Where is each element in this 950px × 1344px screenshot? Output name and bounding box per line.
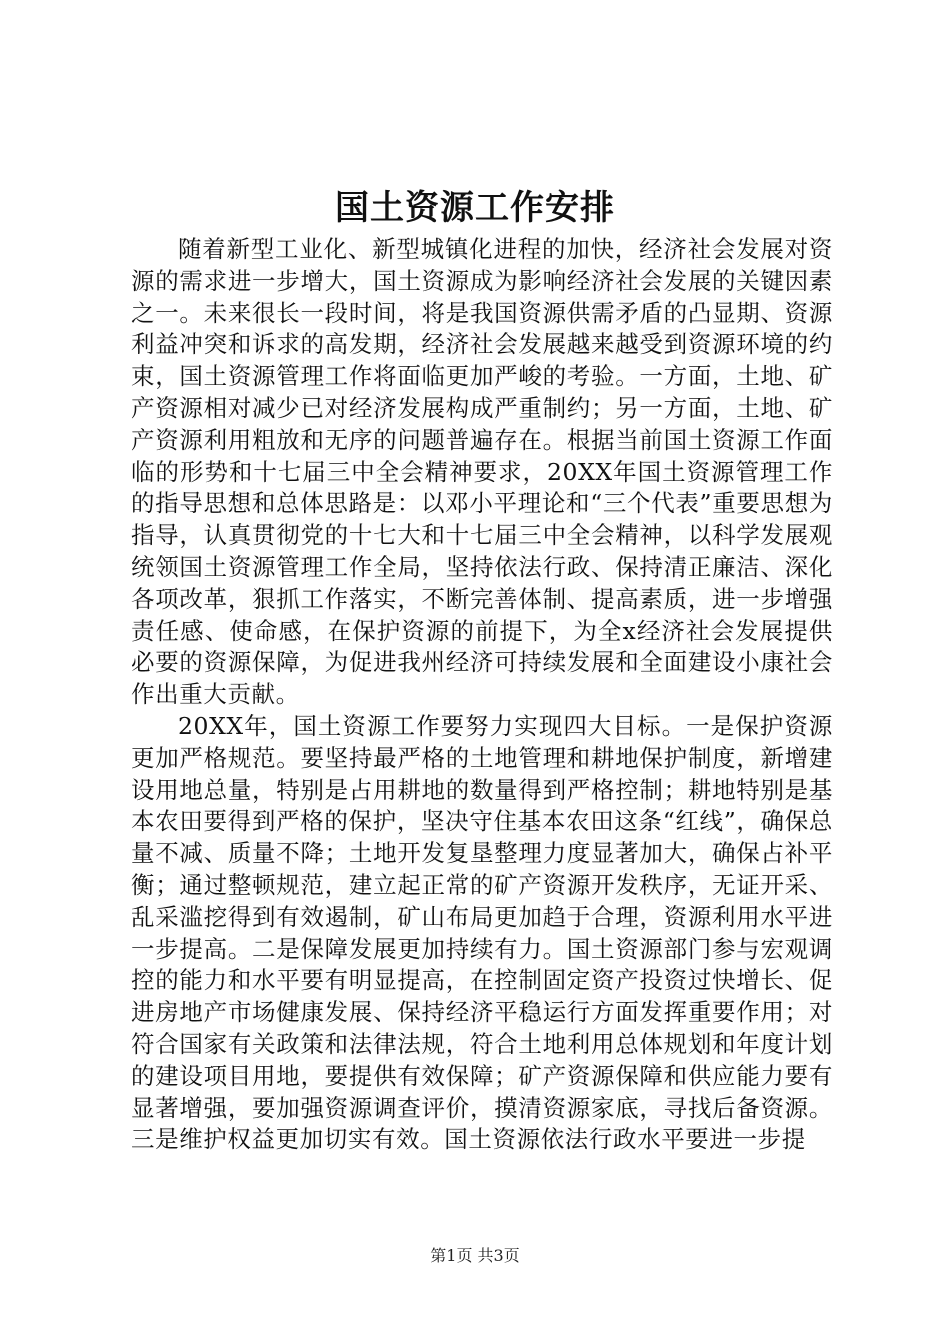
- document-body: [131, 234, 833, 1156]
- paragraph-2: 20XX年，国土资源工作要努力实现四大目标。一是保护资源更加严格规范。要坚持最严格的土地管理和耕地保护制度，新增建设用地总量，特别是占用耕地的数量得到严格控制；耕地特别是基本农田要得到严格的保护，坚决守住基本农田这条“红线”，确保总量不减、质量不降；土地开发复垦整理力度显著加大，确保占补平衡；通过整顿规范，建立起正常的矿产资源开发秩序，无证开采、乱采滥挖得到有效遏制，矿山布局更加趋于合理，资源利用水平进一步提高。二是保障发展更加持续有力。国土资源部门参与宏观调控的能力和水平要有明显提高，在控制固定资产投资过快增长、促进房地产市场健康发展、保持经济平稳运行方面发挥重要作用；对符合国家有关政策和法律法规，符合土地利用总体规划和年度计划的建设项目用地，要提供有效保障；矿产资源保障和供应能力要有显著增强，要加强资源调查评价，摸清资源家底，寻找后备资源。三是维护权益更加切实有效。国土资源依法行政水平要进一步提: [131, 711, 833, 1154]
- page-footer: 第1页 共3页: [430, 1246, 520, 1265]
- paragraph-1: 随着新型工业化、新型城镇化进程的加快，经济社会发展对资源的需求进一步增大，国土资源成为影响经济社会发展的关键因素之一。未来很长一段时间，将是我国资源供需矛盾的凸显期、资源利益冲突和诉求的高发期，经济社会发展越来越受到资源环境的约束，国土资源管理工作将面临更加严峻的考验。一方面，土地、矿产资源相对减少已对经济发展构成严重制约；另一方面，土地、矿产资源利用粗放和无序的问题普遍存在。根据当前国土资源工作面临的形势和十七届三中全会精神要求，20XX年国土资源管理工作的指导思想和总体思路是：以邓小平理论和“三个代表”重要思想为指导，认真贯彻党的十七大和十七届三中全会精神，以科学发展观统领国土资源管理工作全局，坚持依法行政、保持清正廉洁、深化各项改革，狠抓工作落实，不断完善体制、提高素质，进一步增强责任感、使命感，在保护资源的前提下，为全x经济社会发展提供必要的资源保障，为促进我州经济可持续发展和全面建设小康社会作出重大贡献。: [131, 235, 833, 709]
- document-title: 国土资源工作安排: [335, 188, 615, 228]
